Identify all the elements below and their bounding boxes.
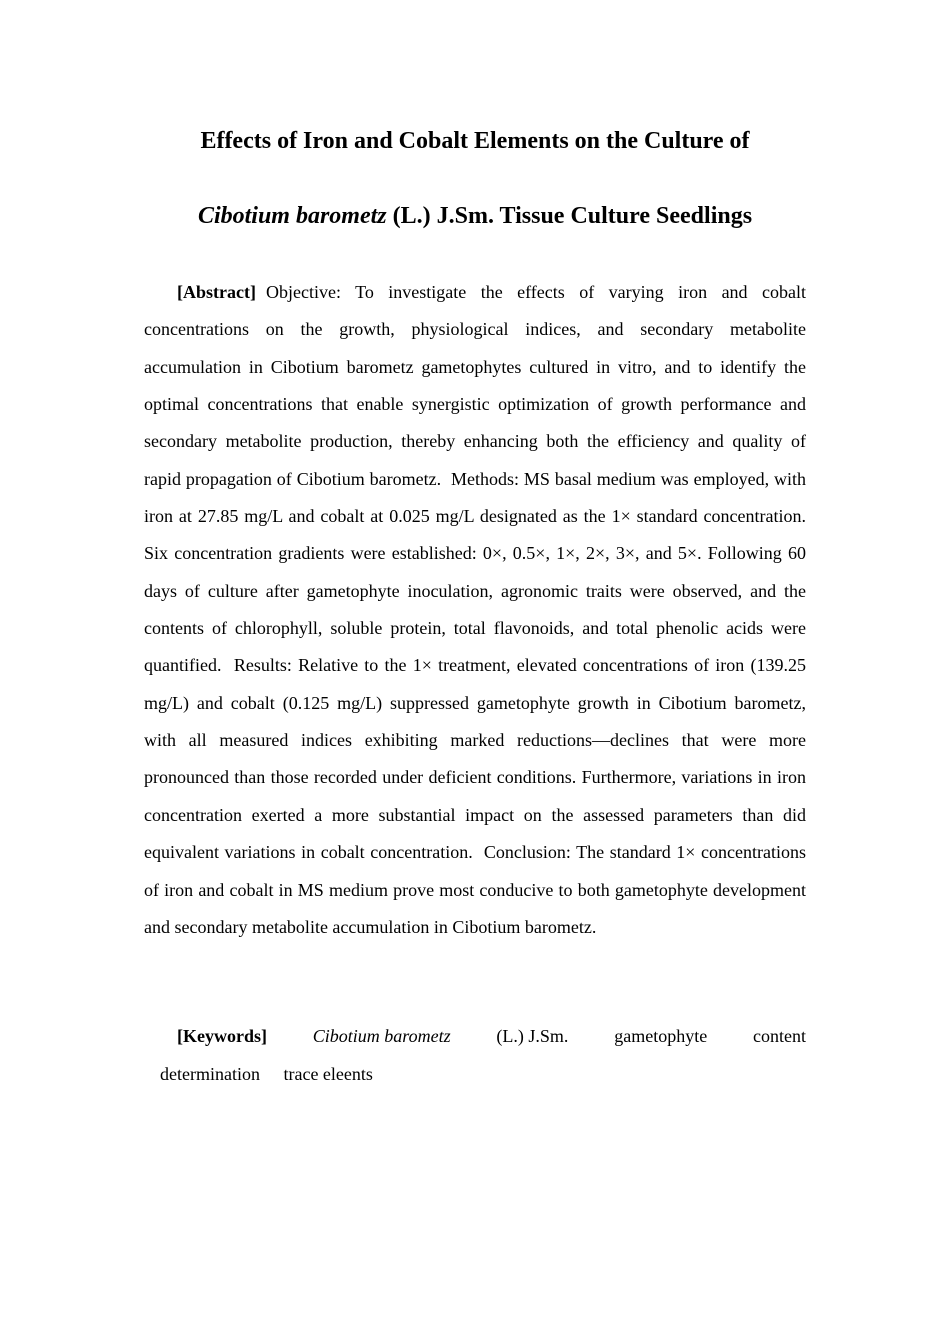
keyword-determination: determination [160,1063,260,1084]
keyword-species-name: Cibotium barometz [312,1026,451,1046]
paper-title-line-2 [0,201,950,231]
abstract-label: [Abstract] [177,282,256,302]
abstract-conclusion: Conclusion: The standard 1× concentrations of iron and cobalt in MS medium prove most conducive to both gametophyte development and secondary metabolite accumulation in Cibotium barometz. [144,842,806,937]
keywords-row-2 [160,1056,806,1094]
abstract-paragraph [144,274,806,946]
keyword-content: content [753,1026,806,1046]
keyword-gametophyte: gametophyte [614,1026,708,1046]
title-species-name: Cibotium barometz [197,203,387,229]
title-line-2-rest: (L.) J.Sm. Tissue Culture Seedlings [386,203,753,229]
keywords-label: [Keywords] [177,1026,267,1046]
keyword-species-authority: (L.) J.Sm. [496,1026,569,1046]
abstract-objective: Objective: To investigate the effects of varying iron and cobalt concentrations on the growth, physiological indices, and secondary metabolite accumulation in Cibotium barometz gametophytes cultured in vitro, and to identify the optimal concentrations that enable synergistic optimization of growth performance and secondary metabolite production, thereby enhancing both the efficiency and quality of rapid propagation of Cibotium barometz. [144,282,806,489]
keywords-section [160,1018,806,1093]
keywords-row-1 [177,1018,806,1056]
paper-title-line-1: Effects of Iron and Cobalt Elements on the Culture of [200,128,750,154]
abstract-results: Results: Relative to the 1× treatment, elevated concentrations of iron (139.25 mg/L) and cobalt (0.125 mg/L) suppressed gametophyte growth in Cibotium barometz, with all measured indices exhibiting marked reductions—declines that were more pronounced than those recorded under deficient conditions. Furthermore, variations in iron concentration exerted a more substantial impact on the assessed parameters than did equivalent variations in cobalt concentration. [144,655,806,863]
abstract-methods: Methods: MS basal medium was employed, with iron at 27.85 mg/L and cobalt at 0.025 mg/L designated as the 1× standard concentration. Six concentration gradients were established: 0×, 0.5×, 1×, 2×, 3×, and 5×. Following 60 days of culture after gametophyte inoculation, agronomic traits were observed, and the contents of chlorophyll, soluble protein, total flavonoids, and total phenolic acids were quantified. [144,468,806,676]
keyword-trace-elements: trace eleents [283,1063,373,1084]
